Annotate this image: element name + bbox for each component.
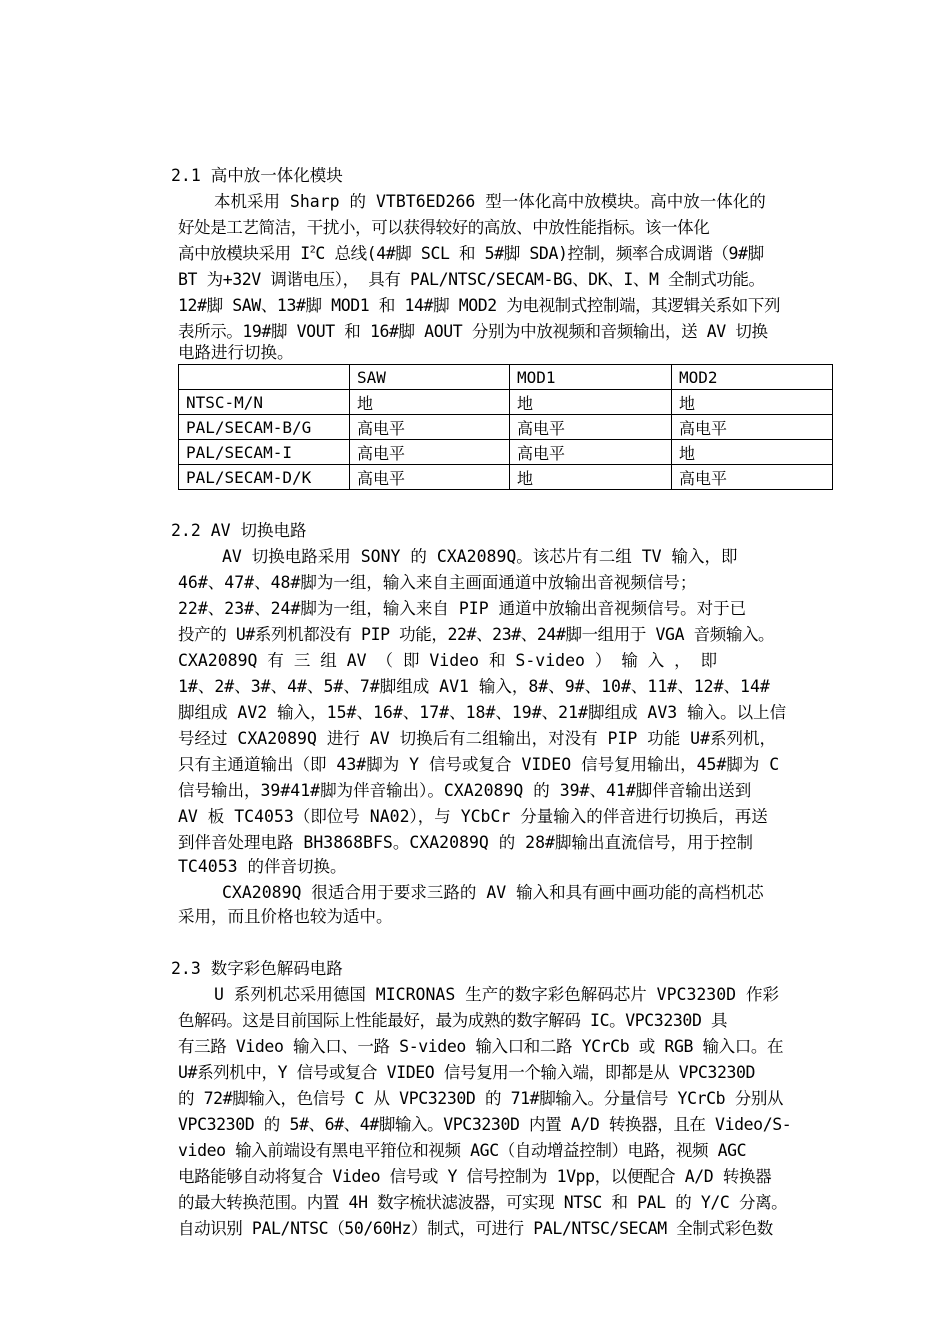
paragraph-line: 有三路 Video 输入口、一路 S-video 输入口和二路 YCrCb 或 RGB 输入口。在: [178, 1037, 784, 1056]
paragraph-line: CXA2089Q 很适合用于要求三路的 AV 输入和具有画中画功能的高档机芯: [222, 883, 764, 902]
paragraph-line: 投产的 U#系列机都没有 PIP 功能，22#、23#、24#脚一组用于 VGA 音频输入。: [178, 625, 775, 644]
paragraph-line: CXA2089Q 有 三 组 AV （ 即 Video 和 S-video ） 输 入 ， 即: [178, 651, 718, 670]
table-cell: 高电平: [672, 465, 833, 490]
paragraph-line: 采用，而且价格也较为适中。: [178, 907, 393, 926]
paragraph-line: 12#脚 SAW、13#脚 MOD1 和 14#脚 MOD2 为电视制式控制端，其逻辑关系如下列: [178, 296, 781, 315]
table-cell: PAL/SECAM-I: [179, 440, 350, 465]
paragraph-line: 本机采用 Sharp 的 VTBT6ED266 型一体化高中放模块。高中放一体化的: [214, 192, 766, 211]
paragraph-line: BT 为+32V 调谐电压）， 具有 PAL/NTSC/SECAM-BG、DK、I、M 全制式功能。: [178, 270, 765, 289]
paragraph-line: 46#、47#、48#脚为一组，输入来自主画面通道中放输出音视频信号；: [178, 573, 697, 592]
paragraph-line: 自动识别 PAL/NTSC（50/60Hz）制式，可进行 PAL/NTSC/SECAM 全制式彩色数: [178, 1219, 773, 1238]
paragraph-line: VPC3230D 的 5#、6#、4#脚输入。VPC3230D 内置 A/D 转换器，且在 Video/S-: [178, 1115, 792, 1134]
table-cell: 地: [350, 390, 510, 415]
table-row: [179, 390, 833, 415]
table-cell: 高电平: [350, 440, 510, 465]
table-header-cell: SAW: [350, 365, 510, 390]
paragraph-line: 色解码。这是目前国际上性能最好，最为成熟的数字解码 IC。VPC3230D 具: [178, 1011, 728, 1030]
table-cell: 地: [672, 440, 833, 465]
paragraph-line: 电路进行切换。: [178, 343, 294, 362]
table-cell: 高电平: [350, 465, 510, 490]
paragraph-line: U 系列机芯采用德国 MICRONAS 生产的数字彩色解码芯片 VPC3230D 作彩: [214, 985, 780, 1004]
table-cell: PAL/SECAM-B/G: [179, 415, 350, 440]
section-heading: 2.2 AV 切换电路: [171, 521, 307, 540]
table-cell: 高电平: [510, 440, 672, 465]
paragraph-line: TC4053 的伴音切换。: [178, 857, 347, 876]
paragraph-line: 22#、23#、24#脚为一组，输入来自 PIP 通道中放输出音视频信号。对于已: [178, 599, 747, 618]
table-header-row: [179, 365, 833, 390]
paragraph-line: AV 板 TC4053（即位号 NA02），与 YCbCr 分量输入的伴音进行切换后，再送: [178, 807, 768, 826]
paragraph-line: 1#、2#、3#、4#、5#、7#脚组成 AV1 输入，8#、9#、10#、11#、12#、14#: [178, 677, 770, 696]
table-row: [179, 415, 833, 440]
paragraph-line: 表所示。19#脚 VOUT 和 16#脚 AOUT 分别为中放视频和音频输出，送 AV 切换: [178, 322, 768, 341]
paragraph-line: 脚组成 AV2 输入，15#、16#、17#、18#、19#、21#脚组成 AV3 输入。以上信: [178, 703, 787, 722]
paragraph-line: video 输入前端设有黑电平箝位和视频 AGC（自动增益控制）电路，视频 AGC: [178, 1141, 747, 1160]
table-row: [179, 465, 833, 490]
mode-logic-table: [178, 364, 833, 490]
table-cell: PAL/SECAM-D/K: [179, 465, 350, 490]
paragraph-line: U#系列机中，Y 信号或复合 VIDEO 信号复用一个输入端，即都是从 VPC3230D: [178, 1063, 756, 1082]
table-cell: 高电平: [510, 415, 672, 440]
table-cell: 地: [510, 390, 672, 415]
superscript: 2: [309, 244, 316, 256]
paragraph-line: 高中放模块采用 $I^2C$ 总线(4#脚 SCL 和 5#脚 SDA)控制，频率合成调谐（9#脚: [178, 244, 764, 263]
section-heading: 2.3 数字彩色解码电路: [171, 959, 343, 978]
table-header-cell: [179, 365, 350, 390]
section-heading: 2.1 高中放一体化模块: [171, 166, 343, 185]
paragraph-line: 号经过 CXA2089Q 进行 AV 切换后有二组输出，对没有 PIP 功能 U#系列机，: [178, 729, 777, 748]
table-cell: 地: [672, 390, 833, 415]
paragraph-line: 到伴音处理电路 BH3868BFS。CXA2089Q 的 28#脚输出直流信号，用于控制: [178, 833, 753, 852]
table-row: [179, 440, 833, 465]
paragraph-line: 好处是工艺简洁，干扰小，可以获得较好的高放、中放性能指标。该一体化: [178, 218, 710, 237]
paragraph-line: 信号输出，39#41#脚为伴音输出）。CXA2089Q 的 39#、41#脚伴音输出送到: [178, 781, 752, 800]
paragraph-line: AV 切换电路采用 SONY 的 CXA2089Q。该芯片有二组 TV 输入，即: [222, 547, 738, 566]
table-header-cell: MOD2: [672, 365, 833, 390]
paragraph-line: 电路能够自动将复合 Video 信号或 Y 信号控制为 1Vpp，以便配合 A/D 转换器: [178, 1167, 772, 1186]
paragraph-line: 的最大转换范围。内置 4H 数字梳状滤波器，可实现 NTSC 和 PAL 的 Y/C 分离。: [178, 1193, 788, 1212]
table-cell: 地: [510, 465, 672, 490]
table-cell: 高电平: [672, 415, 833, 440]
paragraph-line: 的 72#脚输入，色信号 C 从 VPC3230D 的 71#脚输入。分量信号 YCrCb 分别从: [178, 1089, 784, 1108]
table-cell: 高电平: [350, 415, 510, 440]
table-header-cell: MOD1: [510, 365, 672, 390]
table-cell: NTSC-M/N: [179, 390, 350, 415]
paragraph-line: 只有主通道输出（即 43#脚为 Y 信号或复合 VIDEO 信号复用输出，45#脚为 C: [178, 755, 780, 774]
